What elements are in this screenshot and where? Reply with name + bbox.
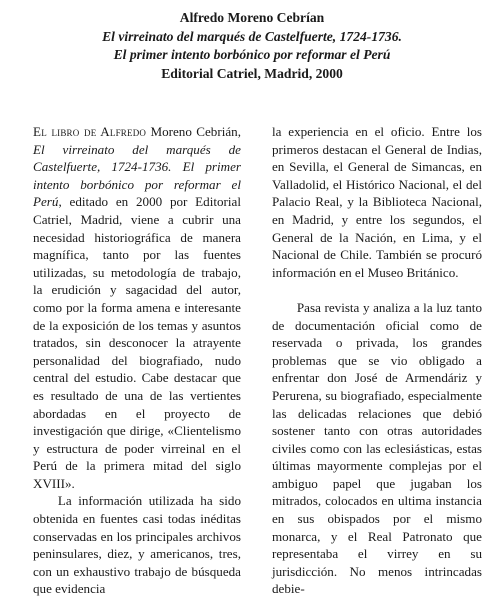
review-header bbox=[40, 9, 464, 83]
left-paragraph-1-body: , editado en 2000 por Editorial Catriel, Madrid, viene a cubrir una necesidad historiográfica de manera magnífica, tanto por las fuentes utilizadas, su metodología de trabajo, la erudición y sagacidad del autor, como por la forma amena e interesante de la exposición de los temas y asuntos tratados, sin desconocer la atrayente personalidad del biografiado, nudo central del estudio. Cabe destacar que es resultado de una de las vertientes abordadas en el proyecto de investigación que dirige, «Clientelismo y estructura de poder virreinal en el Perú de la primera mitad del siglo XVIII». bbox=[33, 194, 241, 491]
right-column bbox=[272, 123, 482, 598]
left-page-edge bbox=[0, 0, 22, 600]
right-paragraph-2: Pasa revista y analiza a la luz tanto de documentación oficial como de reservada o privada, los grandes problemas que se vio obligado a enfrentar don José de Armendáriz y Perurena, su biografiado, especialmente las delicadas relaciones que debió sostener tanto con otras autoridades civiles como con las eclesiásticas, estas últimas mayormente complejas por el ambiguo papel que jugaban los mitrados, colocados en ultima instancia en sus obispados por el mismo monarca, y el Real Patronato que representaba el virrey en su jurisdicción. No menos intrincadas debie- bbox=[272, 299, 482, 597]
cited-book-title: El virreinato del marqués de Castelfuerte, 1724-1736. El primer intento borbónico por reformar el Perú bbox=[33, 141, 241, 210]
book-publisher: Editorial Catriel, Madrid, 2000 bbox=[161, 65, 343, 81]
book-title-line-1: El virreinato del marqués de Castelfuerte, 1724-1736. bbox=[102, 28, 402, 44]
left-paragraph-1 bbox=[33, 123, 241, 492]
right-paragraph-1: la experiencia en el oficio. Entre los primeros destacan el General de Indias, en Sevilla, el General de Simancas, en Valladolid, el Histórico Nacional, el del Palacio Real, y la Biblioteca Nacional, en Madrid, y entre los segundos, el General de la Nación, en Lima, y el Nacional de Chile. También se procuró información en el Museo Británico. bbox=[272, 124, 482, 280]
author-name-tail: Moreno Cebrián, bbox=[146, 124, 241, 139]
left-column bbox=[33, 123, 241, 598]
book-author: Alfredo Moreno Cebrían bbox=[179, 10, 325, 25]
book-title-line-2: El primer intento borbónico por reformar el Perú bbox=[113, 47, 391, 62]
opening-small-caps: El libro de Alfredo bbox=[33, 124, 147, 139]
left-paragraph-2: La información utilizada ha sido obtenida en fuentes casi todas inéditas conservadas en los principales archivos peninsulares, diez, y americanos, tres, con un exhaustivo trabajo de búsqueda que evidencia bbox=[33, 493, 241, 597]
